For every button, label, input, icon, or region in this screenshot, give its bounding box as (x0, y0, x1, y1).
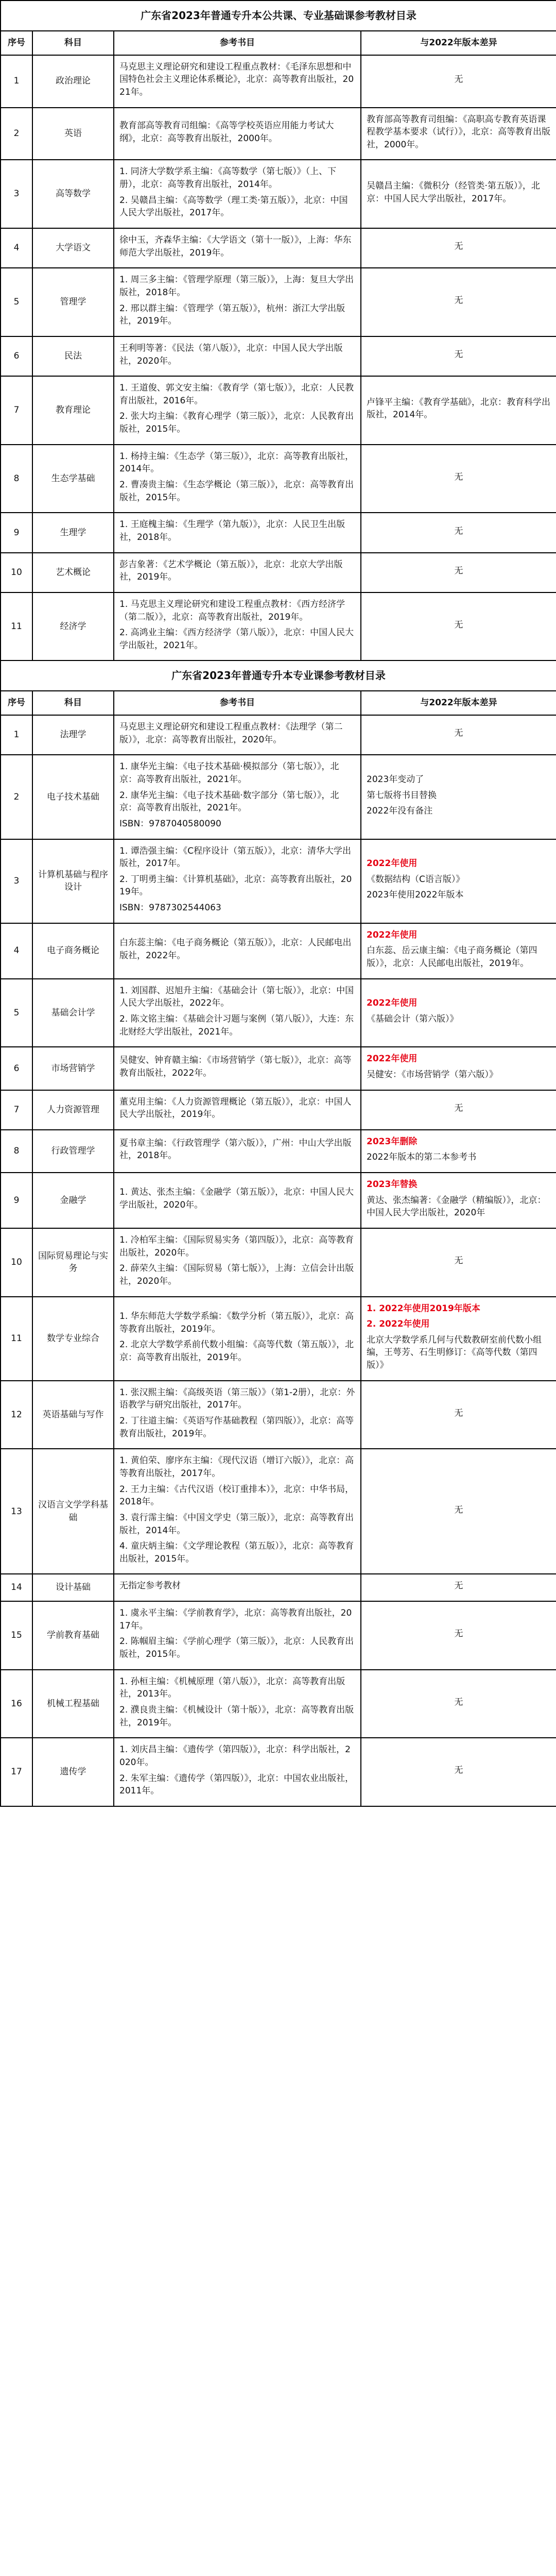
reference-entry: 王利明等著：《民法（第八版）》，北京：中国人民大学出版社，2020年。 (119, 343, 343, 366)
table-row (1, 1090, 556, 1130)
difference-entry: 无 (454, 526, 463, 536)
subject-name: 行政管理学 (32, 1130, 114, 1173)
reference-entry: 1. 刘庆昌主编：《遗传学（第四版）》，北京：科学出版社，2020年。 (119, 1744, 351, 1768)
reference-books (114, 1173, 361, 1228)
table-row (1, 755, 556, 839)
reference-entry: 1. 刘国群、迟旭升主编：《基础会计（第七版）》，北京：中国人民大学出版社，2022年。 (119, 985, 354, 1009)
reference-entry: 2. 北京大学数学系前代数小组编：《高等代数（第五版）》，北京：高等教育出版社，2019年。 (119, 1340, 354, 1363)
row-number: 3 (1, 160, 32, 228)
version-difference (361, 55, 556, 108)
difference-entry: 无 (454, 241, 463, 252)
difference-entry: 2023年变动了 (367, 774, 424, 785)
reference-books (114, 376, 361, 445)
reference-entry: 马克思主义理论研究和建设工程重点教材：《毛泽东思想和中国特色社会主义理论体系概论》，北京：高等教育出版社，2021年。 (119, 61, 354, 97)
subject-name: 计算机基础与程序设计 (32, 839, 114, 923)
subject-name: 民法 (32, 336, 114, 376)
version-difference (361, 1738, 556, 1806)
reference-books (114, 1574, 361, 1601)
version-difference (361, 1090, 556, 1130)
reference-entry: 2. 朱军主编：《遗传学（第四版）》，北京：中国农业出版社，2011年。 (119, 1773, 354, 1797)
reference-entry: 马克思主义理论研究和建设工程重点教材：《法理学（第二版）》，北京：高等教育出版社，2020年。 (119, 722, 343, 745)
difference-entry: 无 (454, 1581, 463, 1591)
table-row (1, 1173, 556, 1228)
table-row (1, 979, 556, 1047)
difference-entry: 第七版将书目替换 (367, 790, 437, 801)
row-number: 13 (1, 1449, 32, 1574)
reference-entry: 教育部高等教育司组编：《高等学校英语应用能力考试大纲》，北京：高等教育出版社，2000年。 (119, 120, 334, 144)
version-difference (361, 1228, 556, 1297)
subject-name: 数学专业综合 (32, 1297, 114, 1381)
reference-entry: 4. 童庆炳主编：《文学理论教程（第五版）》，北京：高等教育出版社，2015年。 (119, 1541, 354, 1564)
reference-entry: ISBN：9787302544063 (119, 903, 221, 913)
row-number: 7 (1, 1090, 32, 1130)
difference-entry: 无 (454, 565, 463, 576)
version-difference (361, 228, 556, 268)
row-number: 11 (1, 1297, 32, 1381)
column-header: 科目 (32, 691, 114, 715)
header-row (1, 31, 556, 55)
version-difference (361, 108, 556, 160)
reference-books (114, 268, 361, 336)
row-number: 11 (1, 592, 32, 661)
subject-name: 管理学 (32, 268, 114, 336)
reference-entry: 无指定参考教材 (119, 1581, 181, 1591)
subject-name: 国际贸易理论与实务 (32, 1228, 114, 1297)
reference-books (114, 979, 361, 1047)
reference-entry: 1. 华东师范大学数学系编：《数学分析（第五版）》，北京：高等教育出版社，2019年。 (119, 1311, 354, 1334)
subject-name: 大学语文 (32, 228, 114, 268)
reference-entry: 2. 高鸿业主编：《西方经济学（第八版）》，北京：中国人民大学出版社，2021年。 (119, 628, 354, 651)
section-title: 广东省2023年普通专升本公共课、专业基础课参考教材目录 (1, 1, 556, 31)
reference-books (114, 108, 361, 160)
subject-name: 英语基础与写作 (32, 1381, 114, 1449)
row-number: 2 (1, 108, 32, 160)
table-row (1, 1047, 556, 1090)
difference-entry: 无 (454, 1255, 463, 1266)
row-number: 1 (1, 55, 32, 108)
reference-books (114, 1738, 361, 1806)
table-row (1, 1228, 556, 1297)
version-difference (361, 1449, 556, 1574)
difference-entry: 2022年使用 (367, 998, 418, 1009)
reference-entry: 白东蕊主编：《电子商务概论（第五版）》，北京：人民邮电出版社，2022年。 (119, 938, 352, 961)
header-row (1, 691, 556, 715)
row-number: 9 (1, 1173, 32, 1228)
reference-entry: 彭吉象著：《艺术学概论（第五版）》，北京：北京大学出版社，2019年。 (119, 559, 343, 583)
row-number: 2 (1, 755, 32, 839)
row-number: 5 (1, 268, 32, 336)
reference-books (114, 55, 361, 108)
table-row (1, 1297, 556, 1381)
reference-books (114, 715, 361, 755)
reference-entry: 1. 同济大学数学系主编：《高等数学（第七版）》（上、下册），北京：高等教育出版社，2014年。 (119, 166, 337, 190)
reference-books (114, 553, 361, 592)
version-difference (361, 553, 556, 592)
difference-entry: 无 (454, 1629, 463, 1639)
difference-entry: 无 (454, 728, 463, 739)
version-difference (361, 1381, 556, 1449)
difference-entry: 2022年使用 (367, 858, 418, 869)
version-difference (361, 1601, 556, 1670)
reference-books (114, 336, 361, 376)
section-title-row (1, 1, 556, 31)
reference-books (114, 1047, 361, 1090)
reference-books (114, 228, 361, 268)
difference-entry: 吴健安：《市场营销学（第六版）》 (367, 1069, 498, 1080)
row-number: 8 (1, 445, 32, 513)
subject-name: 设计基础 (32, 1574, 114, 1601)
reference-entry: 吴健安、钟育赣主编：《市场营销学（第七版）》，北京：高等教育出版社，2022年。 (119, 1055, 352, 1078)
difference-entry: 卢锋平主编：《教育学基础》，北京：教育科学出版社，2014年。 (367, 397, 550, 420)
row-number: 4 (1, 923, 32, 979)
reference-books (114, 1449, 361, 1574)
difference-entry: 无 (454, 1697, 463, 1707)
section-title-row (1, 660, 556, 691)
difference-entry: 无 (454, 471, 463, 482)
reference-entry: 2. 王力主编：《古代汉语（校订重排本）》，北京：中华书局，2018年。 (119, 1484, 354, 1507)
reference-books (114, 513, 361, 552)
version-difference (361, 1130, 556, 1173)
column-header: 参考书目 (114, 31, 361, 55)
version-difference (361, 513, 556, 552)
table-row (1, 553, 556, 592)
reference-entry: 2. 张大均主编：《教育心理学（第三版）》，北京：人民教育出版社，2015年。 (119, 411, 354, 435)
version-difference (361, 979, 556, 1047)
reference-entry: 3. 袁行霈主编：《中国文学史（第三版）》，北京：高等教育出版社，2014年。 (119, 1512, 354, 1536)
reference-entry: 2. 丁往道主编：《英语写作基础教程（第四版）》，北京：高等教育出版社，2019年。 (119, 1416, 354, 1439)
reference-entry: 2. 丁明勇主编：《计算机基础》，北京：高等教育出版社，2019年。 (119, 874, 352, 897)
reference-entry: 1. 黄伯荣、廖序东主编：《现代汉语（增订六版）》，北京：高等教育出版社，2017年。 (119, 1455, 354, 1479)
column-header: 序号 (1, 691, 32, 715)
subject-name: 基础会计学 (32, 979, 114, 1047)
reference-entry: ISBN：9787040580090 (119, 818, 221, 829)
table-row (1, 839, 556, 923)
row-number: 6 (1, 1047, 32, 1090)
reference-entry: 1. 谭浩强主编：《C程序设计（第五版）》，北京：清华大学出版社，2017年。 (119, 845, 351, 869)
subject-name: 机械工程基础 (32, 1670, 114, 1738)
difference-entry: 无 (454, 1103, 463, 1113)
subject-name: 生理学 (32, 513, 114, 552)
version-difference (361, 1173, 556, 1228)
reference-entry: 徐中玉，齐森华主编：《大学语文（第十一版）》，上海：华东师范大学出版社，2019年。 (119, 235, 352, 258)
version-difference (361, 1670, 556, 1738)
version-difference (361, 839, 556, 923)
reference-books (114, 160, 361, 228)
reference-entry: 2. 陈文铭主编：《基础会计习题与案例（第八版）》，大连：东北财经大学出版社，2021年。 (119, 1013, 354, 1037)
reference-entry: 1. 孙桓主编：《机械原理（第八版）》，北京：高等教育出版社，2013年。 (119, 1676, 345, 1700)
row-number: 16 (1, 1670, 32, 1738)
reference-books (114, 1381, 361, 1449)
difference-entry: 2022年使用 (367, 1054, 418, 1064)
table-row (1, 1449, 556, 1574)
subject-name: 高等数学 (32, 160, 114, 228)
reference-entry: 1. 康华光主编：《电子技术基础·模拟部分（第七版）》，北京：高等教育出版社，2021年。 (119, 761, 339, 785)
table-row (1, 228, 556, 268)
version-difference (361, 1574, 556, 1601)
table-row (1, 268, 556, 336)
version-difference (361, 336, 556, 376)
difference-entry: 2023年删除 (367, 1136, 418, 1147)
subject-name: 人力资源管理 (32, 1090, 114, 1130)
difference-entry: 黄达、张杰编著：《金融学（精编版）》，北京：中国人民大学出版社，2020年 (367, 1195, 546, 1218)
section-title: 广东省2023年普通专升本专业课参考教材目录 (1, 660, 556, 691)
reference-entry: 1. 黄达、张杰主编：《金融学（第五版）》，北京：中国人民大学出版社，2020年。 (119, 1187, 354, 1211)
column-header: 参考书目 (114, 691, 361, 715)
difference-entry: 无 (454, 1408, 463, 1418)
difference-entry: 《基础会计（第六版）》 (367, 1013, 459, 1024)
subject-name: 艺术概论 (32, 553, 114, 592)
row-number: 17 (1, 1738, 32, 1806)
subject-name: 电子商务概论 (32, 923, 114, 979)
difference-entry: 《数据结构（C语言版）》 (367, 874, 465, 885)
reference-entry: 1. 马克思主义理论研究和建设工程重点教材：《西方经济学（第二版）》，北京：高等教育出版社，2019年。 (119, 599, 345, 622)
reference-entry: 1. 冷柏军主编：《国际贸易实务（第四版）》，北京：高等教育出版社，2020年。 (119, 1235, 354, 1258)
reference-entry: 2. 曹凑贵主编：《生态学概论（第三版）》，北京：高等教育出版社，2015年。 (119, 480, 354, 503)
table-row (1, 160, 556, 228)
version-difference (361, 923, 556, 979)
difference-entry: 2022年版本的第二本参考书 (367, 1152, 477, 1163)
reference-entry: 2. 薛荣久主编：《国际贸易（第七版）》，上海：立信会计出版社，2020年。 (119, 1263, 354, 1286)
version-difference (361, 1047, 556, 1090)
reference-entry: 2. 康华光主编：《电子技术基础·数字部分（第七版）》，北京：高等教育出版社，2021年。 (119, 790, 339, 814)
difference-entry: 吴赣昌主编：《微积分（经管类·第五版）》，北京：中国人民大学出版社，2017年。 (367, 181, 540, 204)
difference-entry: 2023年替换 (367, 1179, 418, 1190)
reference-books (114, 1297, 361, 1381)
row-number: 5 (1, 979, 32, 1047)
reference-books (114, 1130, 361, 1173)
column-header: 科目 (32, 31, 114, 55)
reference-entry: 2. 濮良贵主编：《机械设计（第十版）》，北京：高等教育出版社，2019年。 (119, 1704, 354, 1728)
table-row (1, 1738, 556, 1806)
column-header: 与2022年版本差异 (361, 691, 556, 715)
difference-entry: 2022年没有备注 (367, 806, 433, 817)
reference-books (114, 592, 361, 661)
difference-entry: 无 (454, 349, 463, 360)
row-number: 4 (1, 228, 32, 268)
table-row (1, 1670, 556, 1738)
subject-name: 电子技术基础 (32, 755, 114, 839)
difference-entry: 白东蕊、岳云康主编：《电子商务概论（第四版）》，北京：人民邮电出版社，2019年。 (367, 945, 537, 969)
table-row (1, 55, 556, 108)
version-difference (361, 160, 556, 228)
table-row (1, 376, 556, 445)
reference-entry: 2. 邢以群主编：《管理学（第五版）》，杭州：浙江大学出版社，2019年。 (119, 303, 345, 327)
reference-entry: 1. 虞永平主编：《学前教育学》，北京：高等教育出版社，2017年。 (119, 1608, 352, 1631)
table-row (1, 592, 556, 661)
difference-entry: 北京大学数学系几何与代数教研室前代数小组编，王萼芳、石生明修订：《高等代数（第四版）》 (367, 1334, 542, 1371)
subject-name: 法理学 (32, 715, 114, 755)
subject-name: 学前教育基础 (32, 1601, 114, 1670)
difference-entry: 教育部高等教育司组编：《高职高专教育英语课程教学基本要求（试行）》，北京：高等教育出版社，2000年。 (367, 114, 550, 150)
difference-entry: 1. 2022年使用2019年版本 (367, 1303, 480, 1314)
version-difference (361, 268, 556, 336)
subject-name: 汉语言文学学科基础 (32, 1449, 114, 1574)
reference-entry: 1. 张汉熙主编：《高级英语（第三版）》（第1-2册），北京：外语教学与研究出版社，2017年。 (119, 1387, 355, 1411)
difference-entry: 2023年使用2022年版本 (367, 890, 464, 901)
row-number: 1 (1, 715, 32, 755)
row-number: 8 (1, 1130, 32, 1173)
reference-entry: 董克用主编：《人力资源管理概论（第五版）》，北京：中国人民大学出版社，2019年。 (119, 1096, 352, 1120)
version-difference (361, 376, 556, 445)
difference-entry: 无 (454, 74, 463, 85)
difference-entry: 无 (454, 619, 463, 630)
version-difference (361, 715, 556, 755)
reference-entry: 1. 周三多主编：《管理学原理（第三版）》，上海：复旦大学出版社，2018年。 (119, 275, 354, 298)
reference-entry: 1. 杨持主编：《生态学（第三版）》，北京：高等教育出版社，2014年。 (119, 451, 354, 474)
row-number: 10 (1, 553, 32, 592)
row-number: 3 (1, 839, 32, 923)
table-row (1, 336, 556, 376)
row-number: 7 (1, 376, 32, 445)
version-difference (361, 1297, 556, 1381)
subject-name: 政治理论 (32, 55, 114, 108)
reference-entry: 1. 王道俊、郭文安主编：《教育学（第七版）》，北京：人民教育出版社，2016年。 (119, 383, 354, 406)
reference-entry: 夏书章主编：《行政管理学（第六版）》，广州：中山大学出版社，2018年。 (119, 1138, 352, 1161)
table-row (1, 715, 556, 755)
reference-entry: 2. 吴赣昌主编：《高等数学（理工类·第五版）》，北京：中国人民大学出版社，2017年。 (119, 195, 348, 218)
reference-books (114, 839, 361, 923)
row-number: 15 (1, 1601, 32, 1670)
version-difference (361, 755, 556, 839)
difference-entry: 无 (454, 295, 463, 306)
table-row (1, 1601, 556, 1670)
reference-books (114, 1090, 361, 1130)
table-row (1, 923, 556, 979)
reference-books (114, 1670, 361, 1738)
reference-books (114, 755, 361, 839)
column-header: 序号 (1, 31, 32, 55)
subject-name: 教育理论 (32, 376, 114, 445)
table-row (1, 513, 556, 552)
subject-name: 市场营销学 (32, 1047, 114, 1090)
row-number: 9 (1, 513, 32, 552)
reference-books (114, 445, 361, 513)
row-number: 10 (1, 1228, 32, 1297)
column-header: 与2022年版本差异 (361, 31, 556, 55)
subject-name: 金融学 (32, 1173, 114, 1228)
table-row (1, 1574, 556, 1601)
reference-books (114, 923, 361, 979)
table-row (1, 445, 556, 513)
subject-name: 遗传学 (32, 1738, 114, 1806)
table-row (1, 108, 556, 160)
subject-name: 生态学基础 (32, 445, 114, 513)
row-number: 12 (1, 1381, 32, 1449)
row-number: 14 (1, 1574, 32, 1601)
subject-name: 英语 (32, 108, 114, 160)
difference-entry: 无 (454, 1504, 463, 1515)
difference-entry: 2. 2022年使用 (367, 1319, 430, 1330)
difference-entry: 2022年使用 (367, 929, 418, 940)
version-difference (361, 445, 556, 513)
reference-entry: 2. 陈帼眉主编：《学前心理学（第三版）》，北京：人民教育出版社，2015年。 (119, 1636, 354, 1660)
difference-entry: 无 (454, 1765, 463, 1776)
version-difference (361, 592, 556, 661)
reference-entry: 1. 王庭槐主编：《生理学（第九版）》，北京：人民卫生出版社，2018年。 (119, 519, 345, 543)
table-row (1, 1130, 556, 1173)
reference-books (114, 1228, 361, 1297)
reference-books (114, 1601, 361, 1670)
table-row (1, 1381, 556, 1449)
subject-name: 经济学 (32, 592, 114, 661)
row-number: 6 (1, 336, 32, 376)
